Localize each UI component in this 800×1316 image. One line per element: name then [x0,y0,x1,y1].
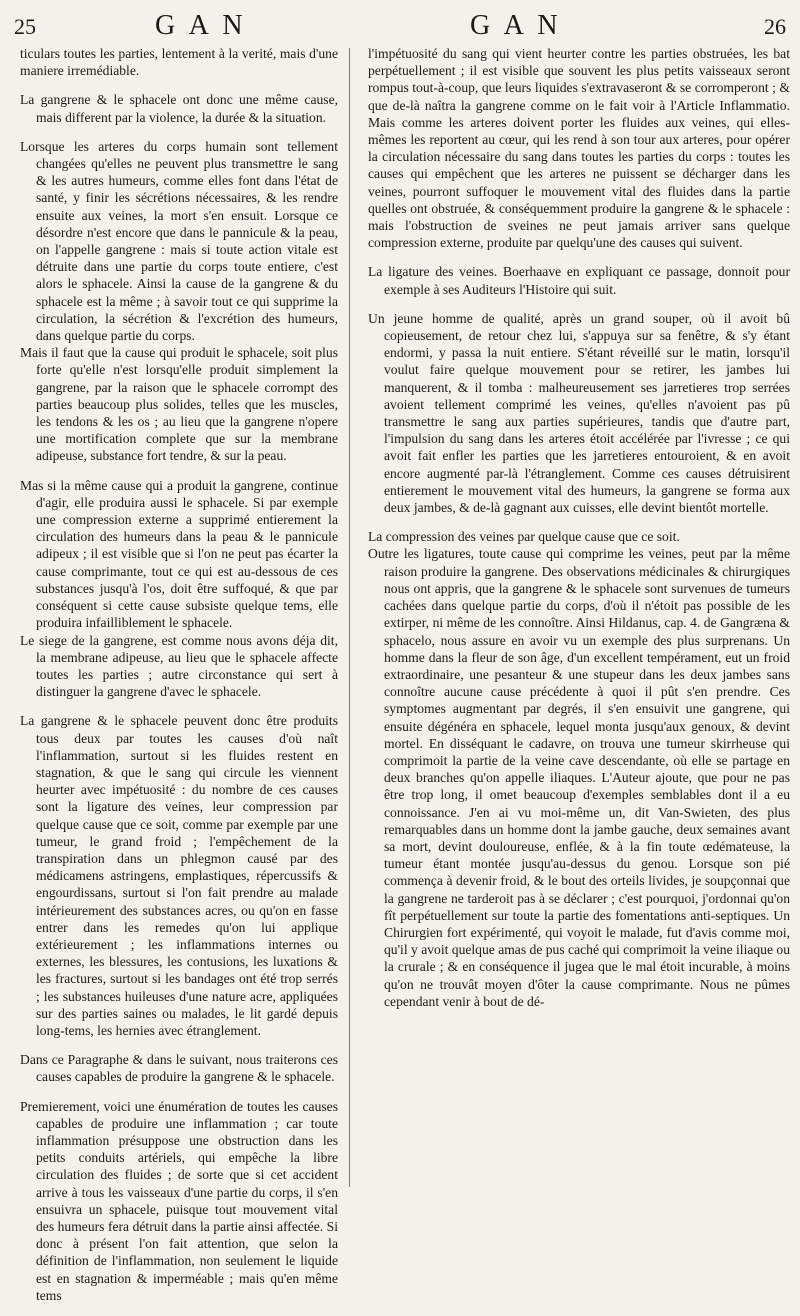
paragraph: La gangrene & le sphacele peuvent donc être produits tous deux par toutes les causes d'où naît l'inflammation, surtout si les fluides restent en stagnation, & que le sang qui circule les viennent heurter avec impétuosité : du nombre de ces causes sont la ligature des veines, leur compression par quelque cause que ce soit, comme par exemple par une tumeur, le grand froid ; l'empêchement de la transpiration dans un phlegmon causé par des médicamens astringens, emplastiques, répercussifs & engourdissans, surtout si l'on fait prendre au malade intérieurement des substances acres, ou qu'on en fasse entrer dans les remedes qu'on lui applique extérieurement ; les inflammations internes ou externes, les blessures, les contusions, les luxations & les fractures, surtout si les bandages ont été trop serrés ; les substances huileuses d'une nature acre, appliquées sur des parties saines ou malades, le lit gardé depuis long-tems, les hernies avec étranglement. [20,713,338,1038]
paragraph: Mais il faut que la cause qui produit le sphacele, soit plus forte qu'elle n'est lorsqu'elle produit simplement la gangrene, par la raison que le sphacele corrompt des parties beaucoup plus solides, telles que les muscles, les tendons & les os ; au lieu que la gangrene n'opere une mortification complete que sur la membrane adipeuse, substance fort tendre, & sur la peau. [20,345,338,464]
paragraph: Lorsque les arteres du corps humain sont tellement changées qu'elles ne peuvent plus transmettre le sang & les autres humeurs, comme elles font dans l'état de santé, y finir les sécrétions nécessaires, & les rendre ensuite aux veines, la mort s'en ensuit. Lorsque ce désordre n'est encore que dans le pannicule & la peau, on l'appelle gangrene : mais si toute action vitale est détruite dans une partie du corps toute entiere, c'est alors le sphacele. Ainsi la cause de la gangrene & du sphacele est la même ; à savoir tout ce qui supprime la circulation, la sécrétion & l'excrétion des humeurs, dans quelque partie du corps. [20,138,338,344]
paragraph: Un jeune homme de qualité, après un grand souper, où il avoit bû copieusement, de retour chez lui, s'appuya sur sa fenêtre, & s'y étant endormi, y passa la nuit entiere. S'étant réveillé sur le matin, lorsqu'il voulut faire quelque mouvement pour se retirer, les jambes lui manquerent, & il tomba : malheureusement ses jarretieres trop serrées avoient tellement comprimé les veines, qu'elles n'avoient pas pû transmettre le sang aux parties supérieures, tandis que d'autre part, l'impulsion du sang dans les arteres étoit accélérée par l'ivresse ; ce qui avoit fait enfler les parties que les jarretieres entouroient, & en avoit encore augmenté par-là l'étranglement. Comme ces causes détruisirent entierement le mouvement vital des humeurs, la gangrene se forma aux deux jambes, & de-là gagnant aux cuisses, elle devint bientôt mortelle. [368,310,790,516]
left-text-column [16,45,338,1316]
paragraph: ticulars toutes les parties, lentement à la verité, mais d'une maniere irremédiable. [20,46,338,79]
right-page-number: 26 [764,14,786,39]
paragraph: Outre les ligatures, toute cause qui comprime les veines, peut par la même raison produire la gangrene. Des observations médicinales & chirurgiques nous ont appris, que la gangrene & le sphacele sont survenues de tumeurs cachées dans quelque partie du corps, d'où il n'étoit pas possible de les extirper, ni même de les connoître. Ainsi Hildanus, cap. 4. de Gangræna & sphacelo, nous assure en avoir vu un exemple des plus surprenans. Un homme dans la fleur de son âge, d'un excellent tempérament, eut un froid extraordinaire, une pesanteur & une stupeur dans les deux jambes sans connoître aucune cause précédente à quoi il pût s'en prendre. Ces symptomes augmentant par degrés, il s'en ensuivit une gangrene, qui ensuite dégénéra en sphacele, lequel monta jusqu'aux genoux, & devint mortel. En disséquant le cadavre, on trouva une tumeur skirrheuse qui comprimoit la partie de la veine cave descendante, où elle se partage en deux branches qu'on appelle iliaques. L'Auteur ajoute, que pour ne pas être trop long, il omet beaucoup d'exemples semblables dont il a eu connoissance. J'en ai vu moi-même un, dit Van-Swieten, des plus remarquables dans un homme dont la jambe gauche, deux semaines avant sa mort, devint douloureuse, enflée, & à la fin toute œdémateuse, la tumeur étant montée jusqu'au-dessus du genou. Lorsque son pié commença à devenir froid, & le bout des orteils livides, je soupçonnai que la gangrene ne tarderoit pas à se déclarer ; c'est pourquoi, j'ordonnai qu'on fît perpétuellement sur toute la partie des fomentations anti-septiques. Un Chirurgien fort expérimenté, qui voyoit le malade, fut d'avis comme moi, qu'il y avoit quelque amas de pus caché qui comprimoit la veine iliaque ou la crurale ; & en conséquence il jugea que le mal étoit incurable, à moins qu'on ne trouvât moyen d'ôter la cause comprimante. Nous ne pûmes cependant venir à bout de dé- [368,546,790,1009]
right-running-head: G A N [470,10,562,41]
paragraph: Le siege de la gangrene, est comme nous avons déja dit, la membrane adipeuse, au lieu que le sphacele affecte toutes les parties ; autre circonstance qui sert à distinguer la gangrene d'avec le sphacele. [20,632,338,700]
left-running-head: G A N [155,10,247,41]
paragraph: La ligature des veines. Boerhaave en expliquant ce passage, donnoit pour exemple à ses Auditeurs l'Histoire qui suit. [368,264,790,297]
left-page-number: 25 [14,14,36,39]
right-text-column [364,45,790,1022]
section-heading: La compression des veines par quelque cause que ce soit. [368,529,680,545]
paragraph: Mas si la même cause qui a produit la gangrene, continue d'agir, elle produira aussi le sphacele. Si par exemple une compression externe a supprimé entierement la circulation des humeurs dans la peau & le pannicule adipeux ; il est visible que si l'on ne peut pas écarter la cause comprimante, tout ce qui est au-dessous de ces substances jusqu'à l'os, doit être suffoqué, & que par conséquent si cette cause subsiste quelque tems, elle produira infailliblement le sphacele. [20,477,338,631]
paragraph: Dans ce Paragraphe & dans le suivant, nous traiterons ces causes capables de produire la gangrene & le sphacele. [20,1052,338,1085]
paragraph: La gangrene & le sphacele ont donc une même cause, mais different par la violence, la durée & la situation. [20,92,338,125]
paragraph: Premierement, voici une énumération de toutes les causes capables de produire une inflammation ; car toute inflammation présuppose une obstruction dans les petits conduits artériels, qui empêche la libre circulation des fluides ; de sorte que si cet accident arrive à tous les vaisseaux d'une partie du corps, il s'en ensuivra un sphacele, puisque tout mouvement vital des humeurs fera détruit dans la partie ainsi affectée. Si donc à présent l'on fait attention, que selon la définition de l'inflammation, non seulement le liquide est en stagnation & imperméable ; mais qu'en même tems [20,1098,338,1303]
column-divider [349,48,350,1187]
paragraph: l'impétuosité du sang qui vient heurter contre les parties obstruées, les bat perpétuellement ; il est visible que souvent les plus petits vaisseaux seront rompus tout-à-coup, que leurs liquides s'extravaseront & se corromperont ; & que de-là naîtra la gangrene comme on le fait voir à l'Article Inflammatio. Mais comme les arteres doivent porter les fluides aux veines, qui elles-mêmes les reportent au cœur, qui les rend à son tour aux arteres, pour opérer la circulation nécessaire du sang dans toutes les parties du corps : toutes les causes qui empêchent que les arteres ne puissent se décharger dans les veines, pourront suffoquer le mouvement vital des fluides dans la partie quelles ont obstruée, & conséquemment produire la gangrene & le sphacele : mais l'obstruction de sveines ne peut jamais arriver sans quelque compression externe, produite par quelqu'une des causes qui suivent. [368,46,790,251]
